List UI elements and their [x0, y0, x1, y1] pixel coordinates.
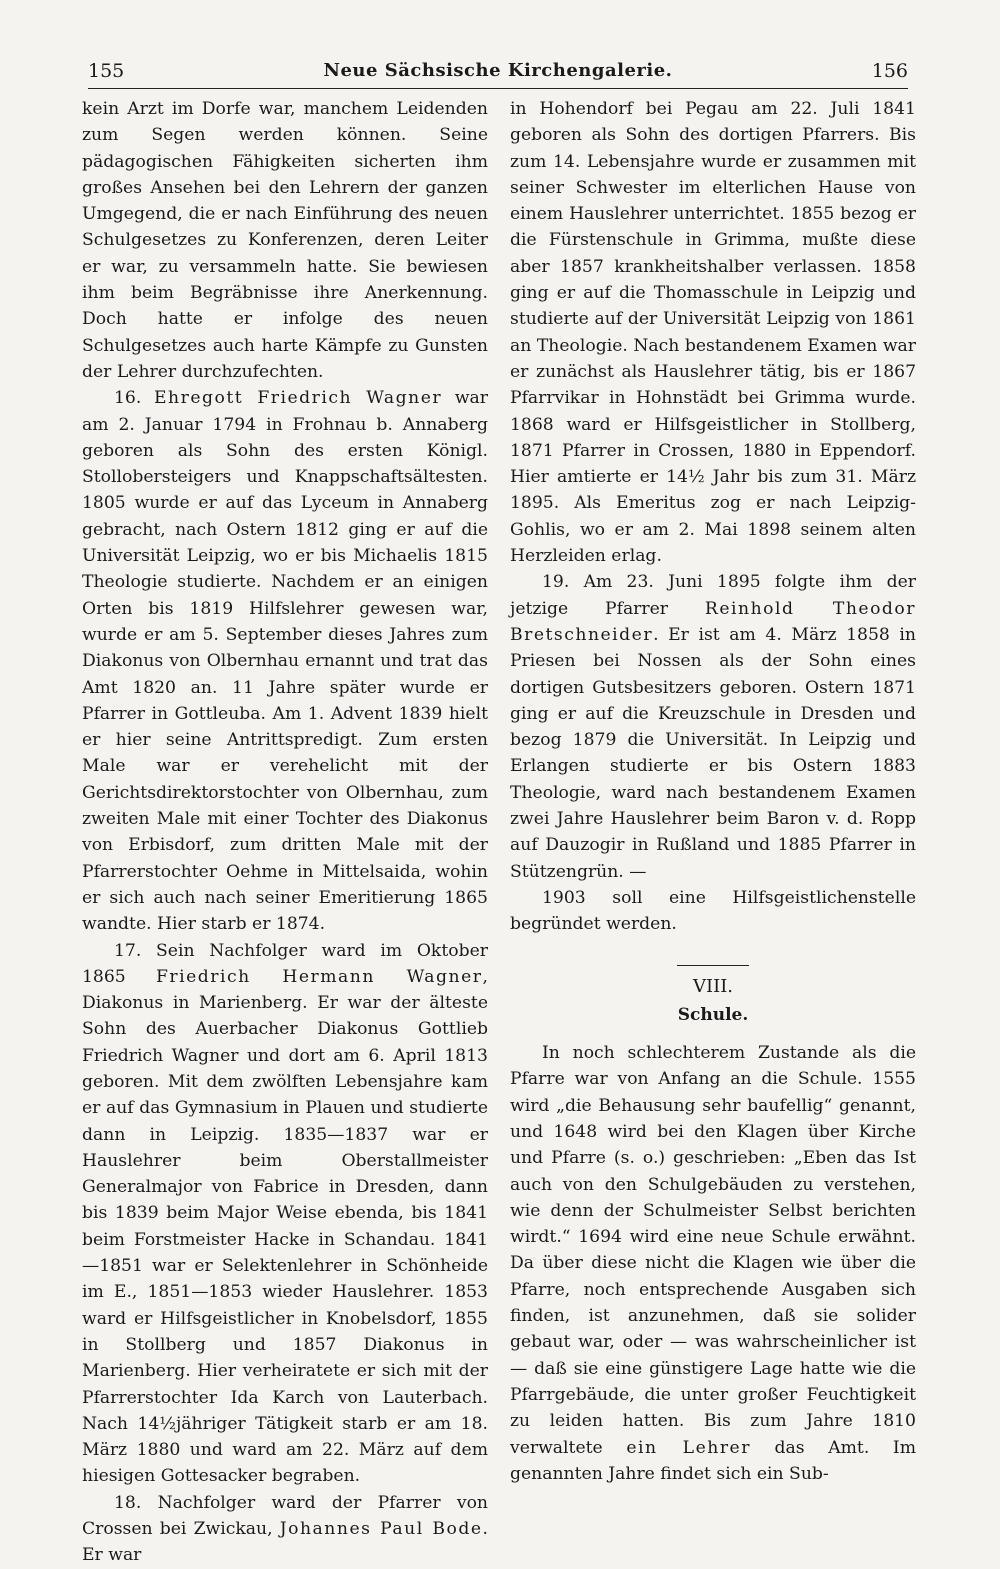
paragraph — [510, 1040, 916, 1487]
paragraph — [82, 938, 488, 1490]
running-title: Neue Sächsische Kirchengalerie. — [323, 60, 673, 81]
paragraph-lead: 17. Sein Nachfolger ward im Oktober 1865 — [82, 940, 488, 987]
page-number-right: 156 — [871, 60, 908, 82]
paragraph-lead: In noch schlechterem Zustande als die Pfarre war von Anfang an die Schule. 1555 wird „die Behausung sehr baufellig“ genannt, und 1648 wird bei den Klagen über Kirche und Pfarre (s. o.) geschrieben: „Eben das Ist auch von den Schulgebäuden zu verstehen, wie denn der Schulmeister Selbst berichten wirdt.“ 1694 wird eine neue Schule erwähnt. Da über diese nicht die Klagen wie über die Pfarre, noch entsprechende Ausgaben sich finden, ist anzunehmen, daß sie solider gebaut war, oder — was wahrscheinlicher ist — daß sie eine günstigere Lage hatte wie die Pfarrgebäude, die unter großer Feuchtigkeit zu leiden hatten. Bis zum Jahre 1810 verwaltete — [510, 1043, 916, 1458]
paragraph — [510, 569, 916, 885]
emphasized-text: ein Lehrer — [626, 1437, 751, 1458]
person-name: Friedrich Hermann Wagner — [155, 966, 483, 987]
paragraph-lead: 18. Nachfolger ward der Pfarrer von Crossen bei Zwickau, — [82, 1492, 488, 1540]
section-number: VIII. — [692, 975, 734, 997]
paragraph: in Hohendorf bei Pegau am 22. Juli 1841 geboren als Sohn des dortigen Pfarrers. Bis zum 14. Lebensjahre wurde er zusammen mit seiner Schwester im elterlichen Hause von einem Hauslehrer unterrichtet. 1855 bezog er die Fürstenschule in Grimma, mußte diese aber 1857 krankheitshalber verlassen. 1858 ging er auf die Thomasschule in Leipzig und studierte auf der Universität Leipzig von 1861 an Theologie. Nach bestandenem Examen war er zunächst als Hauslehrer tätig, bis er 1867 Pfarrvikar in Hohnstädt bei Grimma wurde. 1868 ward er Hilfsgeistlicher in Stollberg, 1871 Pfarrer in Crossen, 1880 in Eppendorf. Hier amtierte er 14½ Jahr bis zum 31. März 1895. Als Emeritus zog er nach Leipzig-Gohlis, wo er am 2. Mai 1898 seinem alten Herzleiden erlag. — [510, 99, 916, 567]
paragraph-text: , Diakonus in Marienberg. Er war der älteste Sohn des Auerbacher Diakonus Gottlieb Friedrich Wagner und dort am 6. April 1813 geboren. Mit dem zwölften Lebensjahre kam er auf das Gymnasium in Plauen und studierte dann in Leipzig. 1835—1837 war er Hauslehrer beim Oberstallmeister Generalmajor von Fabrice in Dresden, dann bis 1839 beim Major Weise ebenda, bis 1841 beim Forstmeister Hacke in Schandau. 1841—1851 war er Selektenlehrer in Schönheide im E., 1851—1853 wieder Hauslehrer. 1853 ward er Hilfsgeistlicher in Knobelsdorf, 1855 in Stollberg und 1857 Diakonus in Marienberg. Hier verheiratete er sich mit der Pfarrerstochter Ida Karch von Lauterbach. Nach 14½jähriger Tätigkeit starb er am 18. März 1880 und ward am 22. März auf dem hiesigen Gottesacker begraben. — [82, 966, 488, 1487]
paragraph: 1903 soll eine Hilfsgeistlichenstelle begründet werden. — [510, 887, 916, 935]
person-name: Reinhold Theodor Bretschneider — [510, 598, 916, 645]
section-title: Schule. — [677, 1004, 749, 1025]
paragraph-lead: 19. Am 23. Juni 1895 folgte ihm der jetzige Pfarrer — [510, 572, 916, 619]
paragraph-text: . Er war — [82, 1519, 488, 1566]
paragraph — [82, 385, 488, 937]
paragraph-text: war am 2. Januar 1794 in Frohnau b. Annaberg geboren als Sohn des ersten Königl. Stollobersteigers und Knappschaftsältesten. 1805 wurde er auf das Lyceum in Annaberg gebracht, nach Ostern 1812 ging er auf die Universität Leipzig, wo er bis Michaelis 1815 Theologie studierte. Nachdem er an einigen Orten bis 1819 Hilfslehrer gewesen war, wurde er am 5. September dieses Jahres zum Diakonus von Olbernhau ernannt und trat das Amt 1820 an. 11 Jahre später wurde er Pfarrer in Gottleuba. Am 1. Advent 1839 hielt er hier seine Antrittspredigt. Zum ersten Male war er verehelicht mit der Gerichtsdirektorstochter von Olbernhau, zum zweiten Male mit einer Tochter des Diakonus von Erbisdorf, zum dritten Male mit der Pfarrerstochter Oehme in Mittelsaida, wohin er sich auch nach seiner Emeritierung 1865 wandte. Hier starb er 1874. — [82, 388, 488, 935]
page-number-left: 155 — [88, 60, 125, 82]
paragraph-lead: 16. — [114, 388, 155, 409]
left-column — [82, 96, 488, 1569]
person-name: Ehregott Friedrich Wagner — [154, 388, 443, 409]
person-name: Johannes Paul Bode — [279, 1519, 483, 1540]
paragraph-text: . Er ist am 4. März 1858 in Priesen bei Nossen als der Sohn eines dortigen Gutsbesitzers geboren. Ostern 1871 ging er auf die Kreuzschule in Dresden und bezog 1879 die Universität. In Leipzig und Erlangen studierte er bis Ostern 1883 Theologie, ward nach bestandenem Examen zwei Jahre Hauslehrer beim Baron v. d. Ropp auf Dauzogir in Rußland und 1885 Pfarrer in Stützengrün. — — [510, 624, 916, 882]
page-header — [88, 56, 908, 89]
right-column — [510, 96, 916, 1487]
paragraph-text: das Amt. Im genannten Jahre findet sich ein Sub- — [510, 1437, 916, 1484]
paragraph: kein Arzt im Dorfe war, manchem Leidenden zum Segen werden können. Seine pädagogischen Fähigkeiten sicherten ihm großes Ansehen bei den Lehrern der ganzen Umgegend, die er nach Einführung des neuen Schulgesetzes zu Konferenzen, deren Leiter er war, zu versammeln hatte. Sie bewiesen ihm beim Begräbnisse ihre Anerkennung. Doch hatte er infolge des neuen Schulgesetzes auch harte Kämpfe zu Gunsten der Lehrer durchzufechten. — [82, 99, 488, 382]
section-divider — [677, 965, 749, 966]
paragraph — [82, 1490, 488, 1569]
